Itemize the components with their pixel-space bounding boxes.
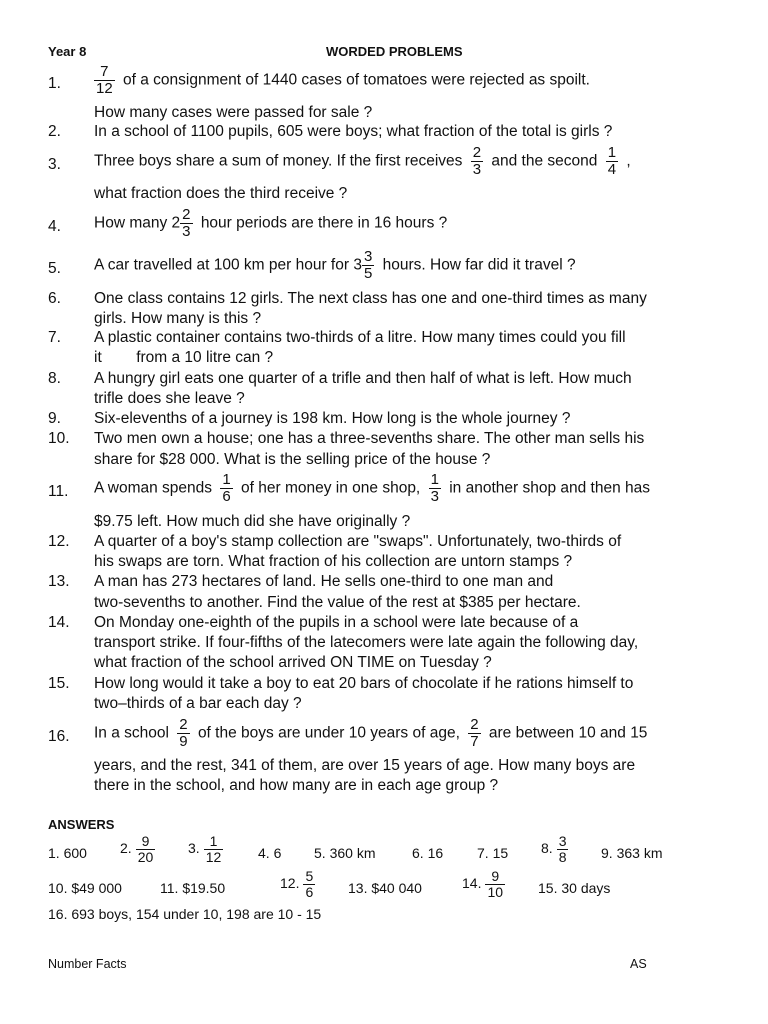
answer-6: 6. 16 xyxy=(412,845,444,861)
year-label: Year 8 xyxy=(48,44,87,59)
question-10-line-1: Two men own a house; one has a three-sevenths share. The other man sells his xyxy=(94,430,645,447)
fraction: $\frac{2}{7}$ xyxy=(470,716,479,750)
question-11-line-1: A woman spends $\frac{1}{6}$ of her money in one shop, $\frac{1}{3}$ in another shop and then has xyxy=(94,471,651,505)
question-16-line-1: In a school $\frac{2}{9}$ of the boys are under 10 years of age, $\frac{2}{7}$ are between 10 and 15 xyxy=(94,716,648,750)
question-7-line-1: A plastic container contains two-thirds of a litre. How many times could you fill xyxy=(94,329,626,346)
answer-12: 12. $\frac{5}{6}$ xyxy=(280,868,314,900)
answer-9: 9. 363 km xyxy=(601,845,663,861)
fraction: $\frac{1}{6}$ xyxy=(222,471,231,505)
answer-2: 2. $\frac{9}{20}$ xyxy=(120,833,154,865)
question-14-line-2: transport strike. If four-fifths of the latecomers were late again the following day, xyxy=(94,634,639,651)
answers-heading: ANSWERS xyxy=(48,817,115,832)
answer-13: 13. $40 040 xyxy=(348,880,422,896)
question-number: 2. xyxy=(48,123,61,140)
question-number: 1. xyxy=(48,75,61,92)
question-number: 5. xyxy=(48,260,61,277)
question-8-line-2: trifle does she leave ? xyxy=(94,390,245,407)
question-11-line-2: $9.75 left. How much did she have originally ? xyxy=(94,513,411,530)
question-14-line-1: On Monday one-eighth of the pupils in a school were late because of a xyxy=(94,614,579,631)
question-number: 4. xyxy=(48,218,61,235)
answer-7: 7. 15 xyxy=(477,845,509,861)
answer-8: 8. $\frac{3}{8}$ xyxy=(541,833,567,865)
answer-11: 11. $19.50 xyxy=(160,880,226,896)
question-3-line-2: what fraction does the third receive ? xyxy=(94,185,348,202)
question-6-line-1: One class contains 12 girls. The next class has one and one-third times as many xyxy=(94,290,647,307)
question-number: 14. xyxy=(48,614,70,631)
answer-4: 4. 6 xyxy=(258,845,282,861)
question-5-line-1: A car travelled at 100 km per hour for 3 $\frac{3}{5}$ hours. How far did it travel ? xyxy=(94,248,576,282)
fraction: $\frac{2}{9}$ xyxy=(179,716,188,750)
fraction: $\frac{2}{3}$ xyxy=(182,206,191,240)
question-2-line-1: In a school of 1100 pupils, 605 were boys; what fraction of the total is girls ? xyxy=(94,123,613,140)
answer-15: 15. 30 days xyxy=(538,880,611,896)
question-16-line-3: there in the school, and how many are in each age group ? xyxy=(94,777,499,794)
question-number: 11. xyxy=(48,483,69,500)
fraction: $\frac{5}{6}$ xyxy=(305,868,314,900)
question-number: 16. xyxy=(48,728,70,745)
question-15-line-1: How long would it take a boy to eat 20 bars of chocolate if he rations himself to xyxy=(94,675,634,692)
question-number: 9. xyxy=(48,410,61,427)
fraction: $\frac{1}{12}$ xyxy=(205,833,222,865)
question-13-line-2: two-sevenths to another. Find the value of the rest at $385 per hectare. xyxy=(94,594,581,611)
question-number: 8. xyxy=(48,370,61,387)
question-16-line-2: years, and the rest, 341 of them, are over 15 years of age. How many boys are xyxy=(94,757,636,774)
fraction: $\frac{3}{8}$ xyxy=(558,833,567,865)
answer-10: 10. $49 000 xyxy=(48,880,122,896)
fraction: $\frac{7}{12}$ xyxy=(96,63,113,97)
question-14-line-3: what fraction of the school arrived ON TIME on Tuesday ? xyxy=(94,654,492,671)
question-12-line-2: his swaps are torn. What fraction of his collection are untorn stamps ? xyxy=(94,553,573,570)
answer-5: 5. 360 km xyxy=(314,845,376,861)
page-title: WORDED PROBLEMS xyxy=(326,44,463,59)
footer-right: AS xyxy=(630,957,647,971)
question-number: 3. xyxy=(48,156,61,173)
answer-1: 1. 600 xyxy=(48,845,87,861)
fraction: $\frac{1}{4}$ xyxy=(607,144,617,178)
answer-16: 16. 693 boys, 154 under 10, 198 are 10 - 15 xyxy=(48,906,322,922)
answer-3: 3. $\frac{1}{12}$ xyxy=(188,833,222,865)
question-number: 15. xyxy=(48,675,70,692)
question-13-line-1: A man has 273 hectares of land. He sells one-third to one man and xyxy=(94,573,554,590)
question-12-line-1: A quarter of a boy's stamp collection are "swaps". Unfortunately, two-thirds of xyxy=(94,533,622,550)
fraction: $\frac{3}{5}$ xyxy=(363,248,373,282)
question-number: 13. xyxy=(48,573,70,590)
question-15-line-2: two–thirds of a bar each day ? xyxy=(94,695,302,712)
answer-14: 14. $\frac{9}{10}$ xyxy=(462,868,504,900)
fraction: $\frac{2}{3}$ xyxy=(472,144,482,178)
question-9-line-1: Six-elevenths of a journey is 198 km. How long is the whole journey ? xyxy=(94,410,571,427)
footer-left: Number Facts xyxy=(48,957,127,971)
question-8-line-1: A hungry girl eats one quarter of a trifle and then half of what is left. How much xyxy=(94,370,632,387)
question-7-line-2: it from a 10 litre can ? xyxy=(94,349,274,366)
question-1-line-2: How many cases were passed for sale ? xyxy=(94,104,373,121)
fraction: $\frac{9}{20}$ xyxy=(137,833,154,865)
question-3-line-1: Three boys share a sum of money. If the first receives $\frac{2}{3}$ and the second $\frac{1}{4}$ , xyxy=(94,144,631,178)
question-number: 7. xyxy=(48,329,61,346)
question-10-line-2: share for $28 000. What is the selling price of the house ? xyxy=(94,451,491,468)
question-6-line-2: girls. How many is this ? xyxy=(94,310,262,327)
question-1-line-1: $\frac{7}{12}$ of a consignment of 1440 cases of tomatoes were rejected as spoilt. xyxy=(96,63,590,97)
question-number: 12. xyxy=(48,533,70,550)
fraction: $\frac{9}{10}$ xyxy=(487,868,504,900)
question-4-line-1: How many 2 $\frac{2}{3}$ hour periods are there in 16 hours ? xyxy=(94,206,448,240)
question-number: 10. xyxy=(48,430,70,447)
fraction: $\frac{1}{3}$ xyxy=(430,471,439,505)
question-number: 6. xyxy=(48,290,61,307)
